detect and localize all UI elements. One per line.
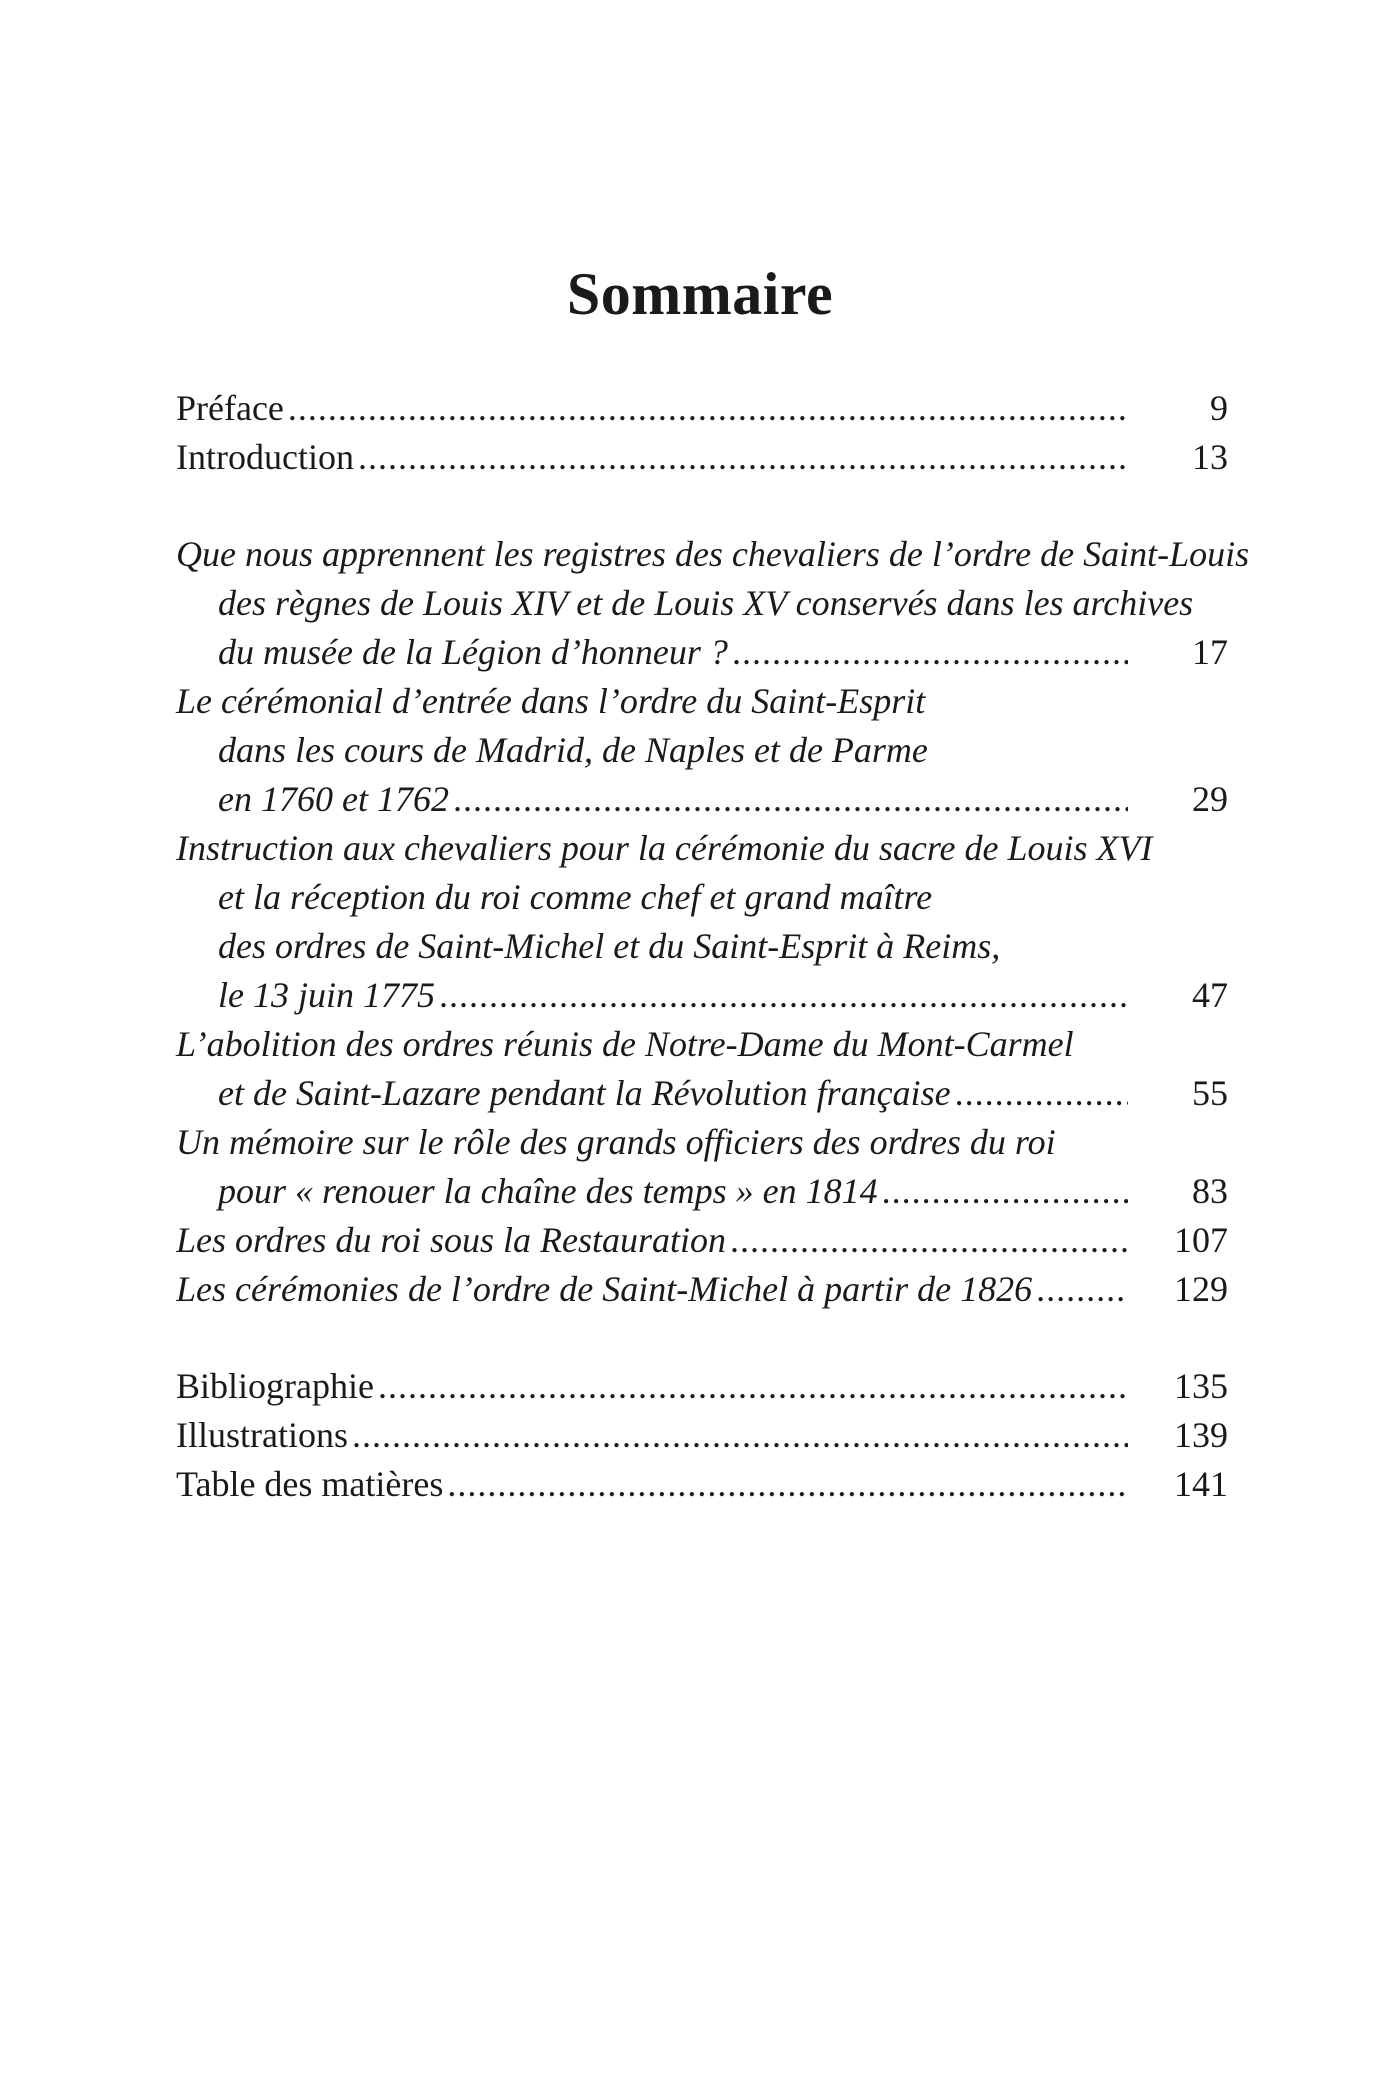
toc-entry-text: Le cérémonial d’entrée dans l’ordre du Saint-Esprit (176, 681, 926, 721)
toc-entry[interactable] (176, 824, 1228, 1020)
toc-page-number: 9 (1210, 388, 1228, 428)
toc-page-number: 141 (1174, 1464, 1228, 1504)
dot-leader (882, 1167, 1128, 1216)
toc-entry-text: des règnes de Louis XIV et de Louis XV conservés dans les archives (218, 583, 1194, 623)
toc-entry-line (176, 1069, 1128, 1118)
toc-entry-text: et la réception du roi comme chef et grand maître (218, 877, 933, 917)
dot-leader (439, 971, 1128, 1020)
toc-entry-line (176, 677, 1128, 726)
dot-leader (955, 1069, 1128, 1118)
dot-leader (730, 1216, 1128, 1265)
toc-page-number: 135 (1174, 1366, 1228, 1406)
toc-entry-text: des ordres de Saint-Michel et du Saint-Esprit à Reims, (218, 926, 1001, 966)
toc-entry-line (176, 1460, 1128, 1509)
toc-entry-text: Instruction aux chevaliers pour la cérémonie du sacre de Louis XVI (176, 828, 1153, 868)
toc-entry[interactable] (176, 677, 1228, 824)
toc-entry-text: Préface (176, 388, 284, 428)
dot-leader (288, 384, 1128, 433)
toc-entry[interactable] (176, 1216, 1228, 1265)
toc-page-number: 13 (1192, 437, 1228, 477)
toc-entry-title (176, 1118, 1128, 1216)
toc-entry-title (176, 1216, 1128, 1265)
dot-leader (732, 628, 1128, 677)
toc-entry-line (176, 726, 1128, 775)
toc-entry-text: Table des matières (176, 1464, 444, 1504)
toc-entry-title (176, 1020, 1128, 1118)
toc-page-number: 17 (1192, 632, 1228, 672)
toc-entry-text: et de Saint-Lazare pendant la Révolution française (218, 1073, 951, 1113)
toc-page-number: 55 (1192, 1073, 1228, 1113)
toc-entry-line (176, 1362, 1128, 1411)
toc-entry-text: pour « renouer la chaîne des temps » en 1814 (218, 1171, 878, 1211)
toc-entry[interactable] (176, 433, 1228, 482)
toc-entry-title (176, 824, 1153, 1020)
dot-leader (378, 1362, 1128, 1411)
toc-entry-text: le 13 juin 1775 (218, 975, 435, 1015)
toc-entry-text: Que nous apprennent les registres des chevaliers de l’ordre de Saint-Louis (176, 534, 1250, 574)
toc-entry-line (176, 1216, 1128, 1265)
toc-entry-line (176, 1265, 1128, 1314)
toc-entry-text: Les ordres du roi sous la Restauration (176, 1220, 727, 1260)
toc-entry-text: Les cérémonies de l’ordre de Saint-Michel à partir de 1826 (176, 1269, 1033, 1309)
toc-entry-line (176, 824, 1153, 873)
toc-entry-line (176, 579, 1194, 628)
toc-entry-line (176, 922, 1128, 971)
front-matter-list (176, 384, 1228, 482)
toc-entry-title (176, 384, 1128, 433)
toc-entry-line (176, 775, 1128, 824)
toc-entry[interactable] (176, 1118, 1228, 1216)
toc-entry-title (176, 1362, 1128, 1411)
chapters-list (176, 530, 1250, 1314)
toc-entry[interactable] (176, 1411, 1228, 1460)
toc-entry-text: Bibliographie (176, 1366, 374, 1406)
toc-entry-text: L’abolition des ordres réunis de Notre-Dame du Mont-Carmel (176, 1024, 1074, 1064)
toc-entry-text: Illustrations (176, 1415, 348, 1455)
toc-page-number: 29 (1192, 779, 1228, 819)
toc-entry-line (176, 1118, 1128, 1167)
dot-leader (358, 433, 1128, 482)
toc-entry-title (176, 1411, 1128, 1460)
toc-entry-title (176, 1265, 1128, 1314)
toc-entry-line (176, 433, 1128, 482)
toc-entry-line (176, 384, 1128, 433)
toc-page-number: 139 (1174, 1415, 1228, 1455)
table-of-contents (176, 384, 1250, 1509)
toc-entry-title (176, 433, 1128, 482)
dot-leader (1036, 1265, 1128, 1314)
toc-entry[interactable] (176, 384, 1228, 433)
toc-entry-line (176, 1020, 1128, 1069)
toc-page-number: 129 (1174, 1269, 1228, 1309)
toc-entry[interactable] (176, 1265, 1228, 1314)
toc-entry-line (176, 1167, 1128, 1216)
dot-leader (352, 1411, 1128, 1460)
toc-entry-line (176, 530, 1250, 579)
dot-leader (447, 1460, 1128, 1509)
toc-entry-text: Un mémoire sur le rôle des grands officiers des ordres du roi (176, 1122, 1056, 1162)
dot-leader (453, 775, 1128, 824)
toc-entry[interactable] (176, 530, 1250, 677)
toc-entry-text: dans les cours de Madrid, de Naples et de Parme (218, 730, 928, 770)
toc-entry[interactable] (176, 1020, 1228, 1118)
toc-entry-title (176, 677, 1128, 824)
back-matter-list (176, 1362, 1228, 1509)
toc-entry-text: en 1760 et 1762 (218, 779, 449, 819)
toc-entry[interactable] (176, 1362, 1228, 1411)
toc-page-number: 107 (1174, 1220, 1228, 1260)
toc-entry[interactable] (176, 1460, 1228, 1509)
toc-entry-title (176, 1460, 1128, 1509)
toc-entry-line (176, 1411, 1128, 1460)
toc-entry-line (176, 971, 1128, 1020)
toc-page-number: 47 (1192, 975, 1228, 1015)
toc-entry-text: du musée de la Légion d’honneur ? (218, 632, 728, 672)
page-title: Sommaire (566, 261, 834, 328)
toc-entry-line (176, 628, 1128, 677)
toc-page-number: 83 (1192, 1171, 1228, 1211)
toc-entry-line (176, 873, 1128, 922)
toc-entry-text: Introduction (176, 437, 354, 477)
